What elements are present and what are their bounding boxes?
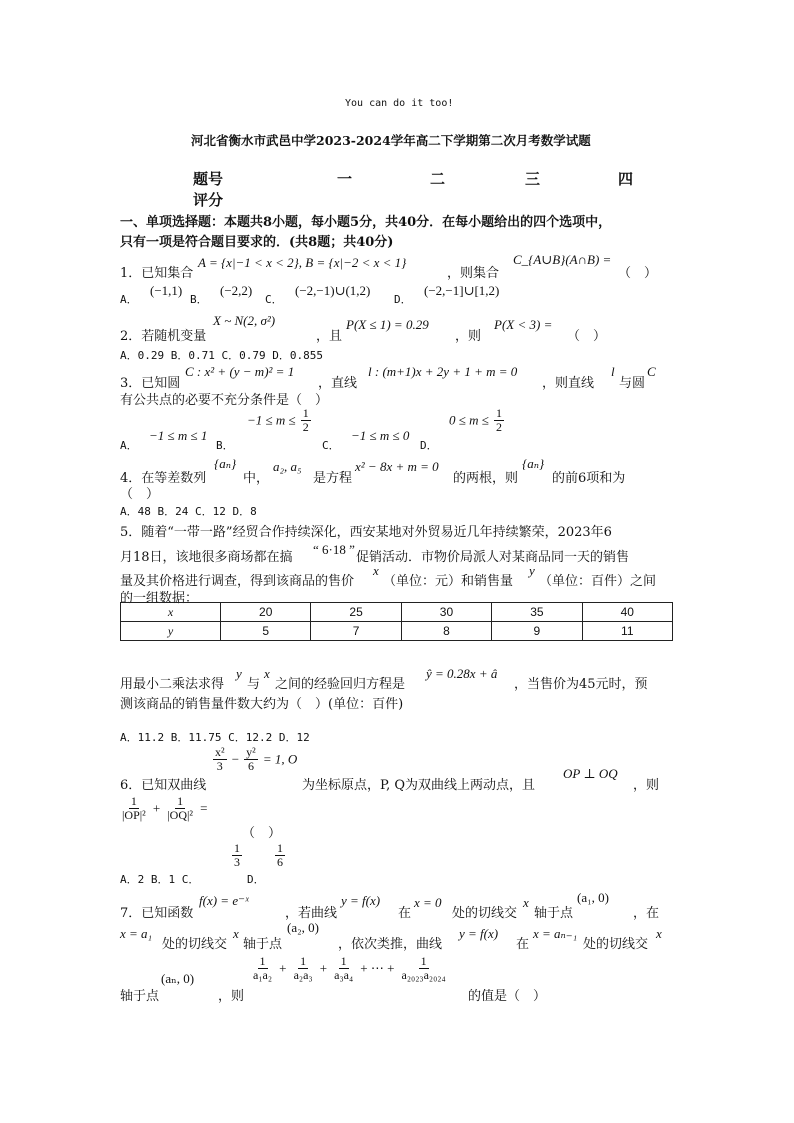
q6-option-d-fraction [275, 842, 285, 868]
table-cell: 7 [311, 622, 401, 641]
q7-term-1 [251, 955, 274, 981]
q3-option-d [449, 407, 504, 433]
q5-regression-a: 用最小二乘法求得 [120, 677, 225, 692]
fraction-denominator: |OP|² [122, 807, 146, 822]
fraction-denominator: 3 [234, 854, 240, 869]
fraction-numerator: 1 [302, 406, 309, 420]
table-row-x [121, 603, 673, 622]
q7-series-expression [251, 955, 448, 981]
q5-x-symbol: x [373, 563, 379, 578]
table-cell: 25 [311, 603, 401, 622]
q6-prefix: 6．已知双曲线 [120, 778, 207, 793]
q7-mid10: 处的切线交 [583, 937, 649, 952]
q6-sum-expression [120, 795, 207, 821]
fraction-denominator: 2 [302, 419, 309, 434]
q2-ask: P(X < 3) = [494, 317, 553, 332]
q6-option-d-label: D． [247, 873, 265, 886]
q7-function: f(x) = e⁻ˣ [199, 893, 249, 908]
q7-x-axis-1: x [523, 895, 529, 910]
q6-equals: = [200, 800, 208, 816]
score-row-header: 评分 [193, 191, 224, 209]
q5-line2-b: 促销活动．市物价局派人对某商品同一天的销售 [356, 550, 630, 565]
q5-line3-c: （单位：百件）之间 [539, 574, 657, 589]
q6-plus: + [152, 800, 161, 816]
fraction-numerator: x² [215, 745, 225, 759]
q5-event-quote: “ 6·18 ” [313, 542, 355, 557]
score-col-header: 题号 [193, 170, 224, 188]
q7-mid3: 处的切线交 [452, 906, 518, 921]
q1-option-c-label: C． [265, 293, 283, 306]
header-slogan: You can do it too! [345, 98, 454, 109]
q1-set-definition: A = {x|−1 < x < 2}, B = {x|−2 < x < 1} [198, 255, 407, 270]
fraction-numerator: 1 [234, 841, 240, 855]
fraction-numerator: 1 [300, 954, 307, 968]
q5-y-symbol: y [529, 563, 535, 578]
q2-options: A．0.29 B．0.71 C．0.79 D．0.855 [120, 349, 323, 362]
q3-line2: 有公共点的必要不充分条件是（ ） [120, 393, 329, 408]
q5-line3-a: 量及其价格进行调查，得到该商品的售价 [120, 574, 355, 589]
q5-line3-b: （单位：元）和销售量 [383, 574, 514, 589]
q7-mid4: 轴于点 [534, 906, 574, 921]
q6-mid: 为坐标原点，P, Q为双曲线上两动点，且 [302, 778, 536, 793]
fraction-numerator: 1 [130, 794, 137, 808]
q5-regression-d: ，当售价为45元时，预 [514, 677, 648, 692]
q6-reciprocal-oq [165, 795, 195, 821]
q5-line1: 5．随着“一带一路”经贸合作持续深化，西安某地对外贸易近几年持续繁荣，2023年6 [120, 525, 612, 540]
q6-option-c-fraction [232, 842, 242, 868]
q7-point-a2: (a₂, 0) [287, 920, 319, 935]
q6-then: ，则 [633, 778, 660, 793]
q7-line3-a: 轴于点 [120, 989, 160, 1004]
q7-line3-b: ，则 [218, 989, 245, 1004]
q3-prefix: 3．已知圆 [120, 376, 181, 391]
q1-option-a-label: A． [120, 293, 138, 306]
q4-equation: x² − 8x + m = 0 [355, 459, 439, 474]
q5-data-table [120, 602, 673, 641]
q6-hyp-minus: − [231, 751, 240, 767]
q3-circle-symbol: C [647, 364, 656, 379]
q4-sequence: {aₙ} [214, 456, 237, 471]
q1-prefix: 1．已知集合 [120, 266, 194, 281]
q1-option-d: (−2,−1]∪[1,2) [424, 283, 500, 298]
table-cell: 30 [401, 603, 491, 622]
q2-answer-blank: （ ） [567, 329, 607, 344]
q7-term-2 [292, 955, 315, 981]
q7-at-zero: x = 0 [414, 895, 442, 910]
q3-option-b-left: −1 ≤ m ≤ [247, 412, 296, 428]
fraction-numerator: 1 [496, 406, 503, 420]
table-cell: 11 [582, 622, 672, 641]
score-section-2: 二 [430, 170, 446, 188]
q3-option-a-label: A． [120, 439, 138, 452]
q7-mid9: 在 [516, 937, 530, 952]
q4-sequence-2: {aₙ} [522, 456, 545, 471]
section1-heading-line2: 只有一项是符合题目要求的．(共8题；共40分) [120, 235, 394, 250]
q5-regression-b: 与 [247, 677, 261, 692]
fraction-numerator: y² [246, 745, 256, 759]
q2-distribution: X ~ N(2, σ²) [213, 313, 276, 328]
q3-option-d-left: 0 ≤ m ≤ [449, 412, 489, 428]
q2-given: P(X ≤ 1) = 0.29 [346, 317, 429, 332]
table-row-y [121, 622, 673, 641]
q4-options: A．48 B．24 C．12 D．8 [120, 505, 257, 518]
q3-option-c-label: C． [322, 439, 340, 452]
q5-options: A．11.2 B．11.75 C．12.2 D．12 [120, 731, 310, 744]
q6-hyp-x-fraction [213, 746, 227, 772]
q7-x-axis-2: x [233, 926, 239, 941]
q6-options-ab: A．2 B．1 C． [120, 873, 200, 886]
q5-line2-a: 月18日，该地很多商场都在搞 [120, 550, 293, 565]
q1-option-b-label: B． [190, 293, 208, 306]
q3-mid1: ，直线 [318, 376, 358, 391]
q4-answer-blank: （ ） [120, 487, 160, 502]
q3-option-b-label: B． [216, 439, 234, 452]
score-section-4: 四 [618, 170, 634, 188]
q6-option-d-value [275, 842, 285, 868]
fraction-numerator: 1 [177, 794, 184, 808]
q3-mid3: 与圆 [619, 376, 646, 391]
q2-mid2: ，则 [455, 329, 482, 344]
q6-answer-blank: （ ） [242, 826, 282, 841]
fraction-denominator: 3 [216, 758, 223, 773]
q7-prefix: 7．已知函数 [120, 906, 194, 921]
fraction-denominator: |OQ|² [167, 807, 194, 822]
table-cell-y-label: y [121, 622, 221, 641]
q1-option-a: (−1,1) [150, 283, 183, 298]
q7-plus-1: + [279, 960, 287, 976]
q1-mid-text: ，则集合 [447, 266, 500, 281]
q3-option-a: −1 ≤ m ≤ 1 [149, 428, 208, 443]
q2-mid1: ，且 [316, 329, 343, 344]
q7-ellipsis: + ⋯ + [360, 960, 395, 976]
fraction-numerator: 1 [259, 954, 266, 968]
fraction-denominator: a₂₀₂₃a₂₀₂₄ [401, 967, 446, 982]
q7-point-a1: (a₁, 0) [577, 890, 609, 905]
fraction-denominator: a₂a₃ [293, 967, 313, 982]
score-section-1: 一 [337, 170, 353, 188]
q3-mid2: ，则直线 [542, 376, 595, 391]
q6-hyp-tail: = 1, O [262, 751, 298, 767]
q7-plus-2: + [319, 960, 328, 976]
q4-prefix: 4．在等差数列 [120, 471, 207, 486]
fraction-denominator: a₃a₄ [334, 967, 354, 982]
table-cell-x-label: x [121, 603, 221, 622]
q3-line-symbol: l [611, 364, 615, 379]
q4-mid2: 是方程 [313, 471, 353, 486]
q3-circle-equation: C : x² + (y − m)² = 1 [185, 364, 295, 379]
exam-title: 河北省衡水市武邑中学2023-2024学年高二下学期第二次月考数学试题 [191, 133, 591, 148]
q7-point-an: (aₙ, 0) [161, 971, 195, 986]
fraction-denominator: 6 [277, 854, 283, 869]
table-cell: 20 [221, 603, 311, 622]
score-section-3: 三 [525, 170, 541, 188]
fraction-denominator: 6 [247, 758, 254, 773]
table-cell: 40 [582, 603, 672, 622]
table-cell: 35 [492, 603, 582, 622]
fraction-denominator: a₁a₂ [253, 967, 273, 982]
q6-reciprocal-op [120, 795, 148, 821]
q7-mid8: ，依次类推，曲线 [338, 937, 443, 952]
q1-answer-blank: （ ） [618, 266, 658, 281]
q5-regression-equation: ŷ = 0.28x + â [426, 666, 498, 681]
q1-complement-expression: C_{A∪B}(A∩B) = [513, 252, 612, 267]
q7-x-axis-3: x [656, 926, 662, 941]
q7-tail: 的值是（ ） [468, 989, 547, 1004]
q6-perpendicular: OP ⊥ OQ [563, 766, 618, 781]
q3-line-equation: l : (m+1)x + 2y + 1 + m = 0 [368, 364, 518, 379]
q5-regression-c: 之间的经验回归方程是 [275, 677, 406, 692]
q6-hyperbola-equation [213, 746, 297, 772]
q7-curve: y = f(x) [341, 893, 381, 908]
q3-option-b-half [301, 407, 311, 433]
q3-option-c: −1 ≤ m ≤ 0 [351, 428, 410, 443]
q6-option-c-value [232, 842, 242, 868]
q1-option-d-label: D． [394, 293, 412, 306]
q7-at-an-minus-1: x = aₙ₋₁ [533, 926, 578, 941]
q7-mid6: 处的切线交 [162, 937, 228, 952]
q7-term-3 [332, 955, 355, 981]
q7-curve-2: y = f(x) [459, 926, 499, 941]
q3-option-b [247, 407, 311, 433]
fraction-numerator: 1 [420, 954, 427, 968]
table-cell: 8 [401, 622, 491, 641]
q7-mid1: ，若曲线 [285, 906, 338, 921]
q3-option-d-label: D． [420, 439, 438, 452]
q5-x-symbol-2: x [264, 666, 270, 681]
q4-mid1: 中， [243, 471, 270, 486]
q5-y-symbol-2: y [236, 666, 242, 681]
table-cell: 5 [221, 622, 311, 641]
q7-mid2: 在 [398, 906, 412, 921]
q4-tail: 的前6项和为 [552, 471, 626, 486]
q1-option-c: (−2,−1)∪(1,2) [295, 283, 371, 298]
q6-hyp-y-fraction [244, 746, 258, 772]
section1-heading-line1: 一、单项选择题：本题共8小题，每小题5分，共40分．在每小题给出的四个选项中， [120, 215, 612, 230]
fraction-numerator: 1 [340, 954, 347, 968]
q7-mid5: ，在 [633, 906, 660, 921]
fraction-numerator: 1 [277, 841, 283, 855]
q4-mid3: 的两根，则 [453, 471, 519, 486]
q4-terms: a₂, a₅ [273, 459, 302, 474]
q7-term-last [400, 955, 448, 981]
q3-option-d-half [494, 407, 504, 433]
q5-regression-line2: 测该商品的销售量件数大约为（ ）(单位：百件) [120, 697, 404, 712]
q1-option-b: (−2,2) [220, 283, 253, 298]
q7-at-a1: x = a₁ [120, 926, 153, 941]
table-cell: 9 [492, 622, 582, 641]
q7-mid7: 轴于点 [243, 937, 283, 952]
fraction-denominator: 2 [496, 419, 503, 434]
q2-prefix: 2．若随机变量 [120, 329, 207, 344]
q5-line4: 的一组数据： [120, 591, 199, 606]
